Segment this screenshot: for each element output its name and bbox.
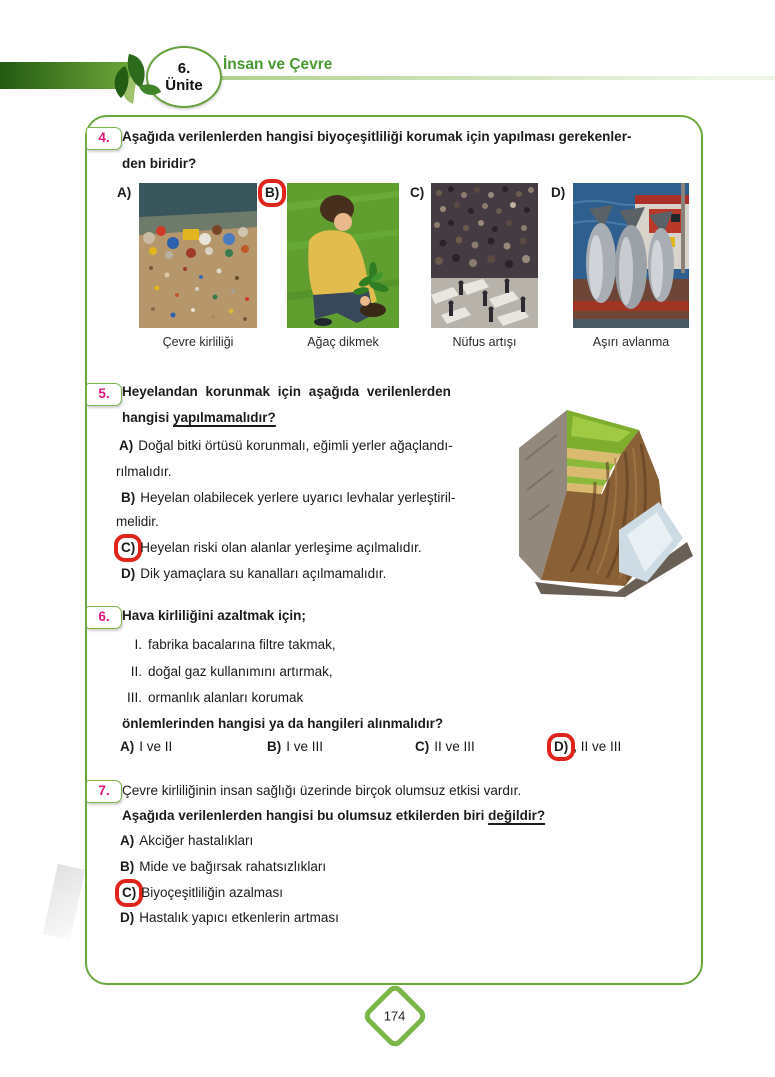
question5-stem-line1: Heyelandan korunmak için aşağıda verilenlerden bbox=[122, 384, 451, 399]
question6-closing: önlemlerinden hangisi ya da hangileri alınmalıdır? bbox=[122, 716, 444, 731]
tree-planting-photo bbox=[287, 183, 399, 328]
page-number: 174 bbox=[384, 1008, 406, 1024]
question4-number: 4. bbox=[86, 127, 122, 150]
q7-option-b: B) Mide ve bağırsak rahatsızlıkları bbox=[120, 859, 327, 874]
q7-answer-circle: C) bbox=[115, 879, 143, 907]
question5-number: 5. bbox=[86, 383, 122, 406]
q5-option-b-line1: B) Heyelan olabilecek yerlere uyarıcı levhalar yerleştiril- bbox=[121, 490, 456, 505]
question5-stem-line2: hangisi yapılmamalıdır? bbox=[122, 410, 276, 425]
q5-option-c-line: C) Heyelan riski olan alanlar yerleşime açılmalıdır. bbox=[120, 538, 422, 558]
q5-option-d-line: D) Dik yamaçlara su kanalları açılmamalıdır. bbox=[121, 566, 387, 581]
q6-answer-circle: D) bbox=[547, 733, 575, 761]
q4-caption-a: Çevre kirliliği bbox=[162, 335, 234, 349]
q6-item-1: I. fabrika bacalarına filtre takmak, bbox=[134, 637, 336, 652]
q6-option-c: C) II ve III bbox=[415, 739, 475, 754]
q6-item-3: III. ormanlık alanları korumak bbox=[126, 690, 304, 705]
question4-stem-line1: Aşağıda verilenlerden hangisi biyoçeşitliliği korumak için yapılması gerekenler- bbox=[122, 129, 632, 144]
landslide-illustration bbox=[507, 390, 697, 597]
q6-item-2: II. doğal gaz kullanımını artırmak, bbox=[130, 664, 333, 679]
q6-option-d: D) , II ve III bbox=[553, 737, 621, 757]
unit-number: 6. bbox=[177, 60, 191, 77]
question6-number: 6. bbox=[86, 606, 122, 629]
q6-option-a: A) I ve II bbox=[120, 739, 173, 754]
unit-label: Ünite bbox=[165, 77, 203, 94]
q5-answer-circle: C) bbox=[114, 534, 142, 562]
q4-option-c-label: C) bbox=[410, 185, 425, 200]
question6-stem: Hava kirliliğini azaltmak için; bbox=[122, 608, 306, 623]
unit-title: İnsan ve Çevre bbox=[223, 56, 333, 73]
q5-option-a-line2: rılmalıdır. bbox=[116, 464, 172, 479]
q7-option-c: C) Biyoçeşitliliğin azalması bbox=[121, 883, 283, 903]
question7-intro: Çevre kirliliğinin insan sağlığı üzerinde birçok olumsuz etkisi vardır. bbox=[122, 783, 522, 798]
q4-caption-c: Nüfus artışı bbox=[452, 335, 517, 349]
q4-caption-b: Ağaç dikmek bbox=[307, 335, 379, 349]
overfishing-photo bbox=[573, 183, 689, 328]
q4-option-b-label-circled: B) bbox=[258, 179, 286, 207]
q4-caption-d: Aşırı avlanma bbox=[592, 335, 670, 349]
q5-option-a-line1: A) Doğal bitki örtüsü korunmalı, eğimli yerler ağaçlandı- bbox=[119, 438, 453, 453]
leaf-logo-icon bbox=[103, 46, 165, 108]
header-underline bbox=[214, 76, 775, 80]
question7-stem: Aşağıda verilenlerden hangisi bu olumsuz etkilerden biri değildir? bbox=[122, 808, 546, 823]
q6-option-b: B) I ve III bbox=[267, 739, 324, 754]
q7-option-d: D) Hastalık yapıcı etkenlerin artması bbox=[120, 910, 339, 925]
q4-option-d-label: D) bbox=[551, 185, 566, 200]
q5-option-b-line2: melidir. bbox=[116, 514, 159, 529]
underlined-keyword: yapılmamalıdır? bbox=[173, 410, 276, 425]
polluted-beach-photo bbox=[139, 183, 257, 328]
question7-number: 7. bbox=[86, 780, 122, 803]
page-number-diamond bbox=[361, 982, 429, 1050]
scan-smudge bbox=[43, 864, 85, 940]
q7-option-a: A) Akciğer hastalıkları bbox=[120, 833, 254, 848]
underlined-keyword: değildir? bbox=[488, 808, 546, 823]
crowd-photo bbox=[431, 183, 538, 328]
q4-option-a-label: A) bbox=[117, 185, 132, 200]
question4-stem-line2: den biridir? bbox=[122, 156, 197, 171]
